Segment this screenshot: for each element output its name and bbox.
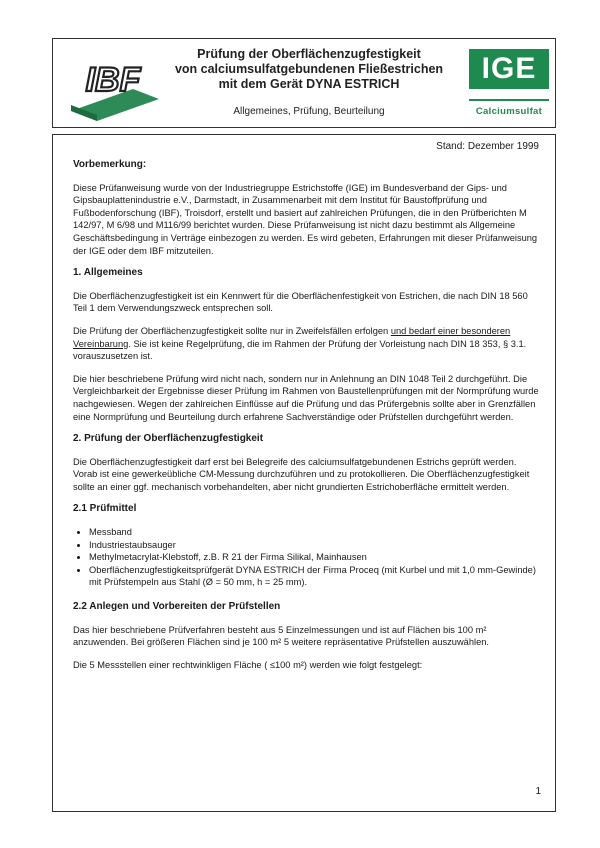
list-item: • Industriestaubsauger xyxy=(89,539,539,552)
title-block xyxy=(165,47,453,117)
pruefmittel-list xyxy=(73,526,539,589)
section-2-2-paragraph-2: Die 5 Messstellen einer rechtwinkligen Fläche ( ≤100 m²) werden wie folgt festgelegt: xyxy=(73,659,423,670)
vorbemerkung-text: Diese Prüfanweisung wurde von der Industriegruppe Estrichstoffe (IGE) im Bundesverband der Gips- und Gipsbauplattenindustrie e.V., Darmstadt, in Zusammenarbeit mit dem Institut für Baustoffprüfung und Fußbodenforschung (IBF), Troisdorf, erstellt und basiert auf zahlreichen Prüfungen, die in den Prüfberichten M 142/97, M 6/98 und M116/99 berichtet wurden. Diese Prüfanweisung ist nicht dazu bestimmt als Allgemeine Geschäftsbedingung in Verträge einbezogen zu werden. Es wird gebeten, Erfahrungen mit dieser Prüfanweisung der IGE oder dem IBF mitzuteilen. xyxy=(73,182,538,256)
stand-date: Stand: Dezember 1999 xyxy=(436,141,539,152)
vorbemerkung-heading: Vorbemerkung: xyxy=(73,159,147,170)
document-header xyxy=(52,38,556,128)
title-line-2: von calciumsulfatgebundenen Fließestrichen xyxy=(174,62,444,76)
section-1-paragraph-2: Die Prüfung der Oberflächenzugfestigkeit sollte nur in Zweifelsfällen erfolgen und bedarf einer besonderen Vereinbarung. Sie ist keine Regelprüfung, die im Rahmen der Prüfung der Vorleistung nach DIN 18 353, § 3.1. vorauszusetzen ist. xyxy=(73,325,527,362)
ige-logo-subtitle: Calciumsulfat xyxy=(475,106,543,117)
document-body xyxy=(52,134,556,812)
list-item: • Messband xyxy=(89,526,539,539)
section-1-paragraph-3: Die hier beschriebene Prüfung wird nicht nach, sondern nur in Anlehnung an DIN 1048 Teil 2 durchgeführt. Die Vergleichbarkeit der Ergebnisse dieser Prüfung im Rahmen von Baustellenprüfungen mit der Normprüfung wurde nachgewiesen. Wegen der zahlreichen Einflüsse auf die Prüfung und das Prüfergebnis sollte aber in Grenzfällen eine Normprüfung und Beurteilung durch erfahrene Sachverständige oder Prüfstellen durchgeführt werden. xyxy=(73,373,539,422)
section-2-heading: 2. Prüfung der Oberflächenzugfestigkeit xyxy=(73,433,264,445)
title-line-1: Prüfung der Oberflächenzugfestigkeit xyxy=(197,47,421,61)
section-2-paragraph-1: Die Oberflächenzugfestigkeit darf erst bei Belegreife des calciumsulfatgebundenen Estrichs geprüft werden. Vorab ist eine gewerkeübliche CM-Messung durchzuführen und zu protokollieren. Die Oberflächenzugfestigkeit sollte an einer ggf. mechanisch vorbehandelten, aber nicht grundierten Estrichoberfläche ermittelt werden. xyxy=(73,456,530,492)
list-item: • Oberflächenzugfestigkeitsprüfgerät DYNA ESTRICH der Firma Proceq (mit Kurbel und mit 1,0 mm-Gewinde) mit Prüfstempeln aus Stahl (Ø = 50 mm, h = 25 mm). xyxy=(89,564,539,589)
section-1-heading: 1. Allgemeines xyxy=(73,267,143,279)
content xyxy=(73,159,539,681)
section-2-2-paragraph-1: Das hier beschriebene Prüfverfahren besteht aus 5 Einzelmessungen und ist auf Flächen bis 100 m² anzuwenden. Bei größeren Flächen sind je 100 m² 5 weitere repräsentative Prüfstellen auszuwählen. xyxy=(73,624,490,648)
section-2-2-heading: 2.2 Anlegen und Vorbereiten der Prüfstellen xyxy=(73,601,281,613)
section-1-paragraph-1: Die Oberflächenzugfestigkeit ist ein Kennwert für die Oberflächenfestigkeit von Estrichen, die nach DIN 18 560 Teil 1 dem Verwendungszweck entsprechen soll. xyxy=(73,290,528,314)
ige-logo xyxy=(469,49,549,121)
ibf-logo xyxy=(67,53,159,121)
ibf-logo-text: IBF xyxy=(85,61,141,99)
title-line-3: mit dem Gerät DYNA ESTRICH xyxy=(218,77,400,91)
page-number: 1 xyxy=(535,786,541,797)
subtitle: Allgemeines, Prüfung, Beurteilung xyxy=(233,106,385,117)
ige-logo-text: IGE xyxy=(481,52,537,85)
underlined-phrase: und bedarf einer besonderen Vereinbarung xyxy=(73,325,511,349)
list-item: • Methylmetacrylat-Klebstoff, z.B. R 21 der Firma Silikal, Mainhausen xyxy=(89,551,539,564)
section-2-1-heading: 2.1 Prüfmittel xyxy=(73,503,137,515)
